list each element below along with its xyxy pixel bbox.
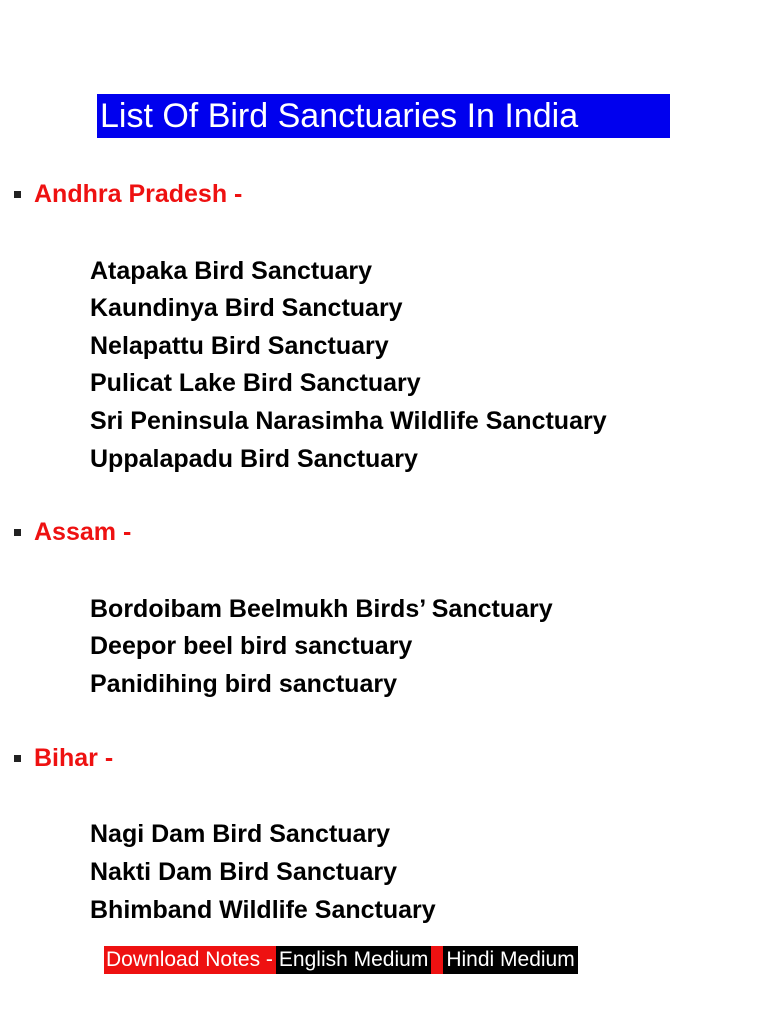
list-item: Sri Peninsula Narasimha Wildlife Sanctuary: [90, 407, 607, 435]
section-heading-label: Andhra Pradesh -: [34, 180, 243, 208]
square-bullet-icon: [14, 191, 21, 198]
hindi-medium-link[interactable]: Hindi Medium: [443, 946, 577, 974]
section-heading-label: Assam -: [34, 518, 132, 546]
square-bullet-icon: [14, 529, 21, 536]
section-heading-bihar: [14, 744, 113, 773]
download-notes-bar: [104, 946, 578, 974]
page-title: List Of Bird Sanctuaries In India: [97, 94, 670, 138]
list-item: Kaundinya Bird Sanctuary: [90, 294, 403, 322]
list-item: Atapaka Bird Sanctuary: [90, 257, 373, 285]
list-item: Nelapattu Bird Sanctuary: [90, 332, 389, 360]
square-bullet-icon: [14, 755, 21, 762]
list-item: Panidihing bird sanctuary: [90, 670, 397, 698]
section-heading-label: Bihar -: [34, 744, 114, 772]
list-item: Nagi Dam Bird Sanctuary: [90, 820, 391, 848]
list-item: Deepor beel bird sanctuary: [90, 632, 413, 660]
list-item: Bordoibam Beelmukh Birds’ Sanctuary: [90, 595, 553, 623]
section-heading-assam: [14, 518, 131, 547]
english-medium-link[interactable]: English Medium: [276, 946, 431, 974]
list-item: Pulicat Lake Bird Sanctuary: [90, 369, 421, 397]
section-heading-andhra-pradesh: [14, 180, 242, 209]
list-item: Bhimband Wildlife Sanctuary: [90, 896, 436, 924]
footer-divider: [431, 946, 443, 974]
download-notes-label: Download Notes -: [104, 946, 276, 974]
list-item: Uppalapadu Bird Sanctuary: [90, 445, 418, 473]
list-item: Nakti Dam Bird Sanctuary: [90, 858, 398, 886]
